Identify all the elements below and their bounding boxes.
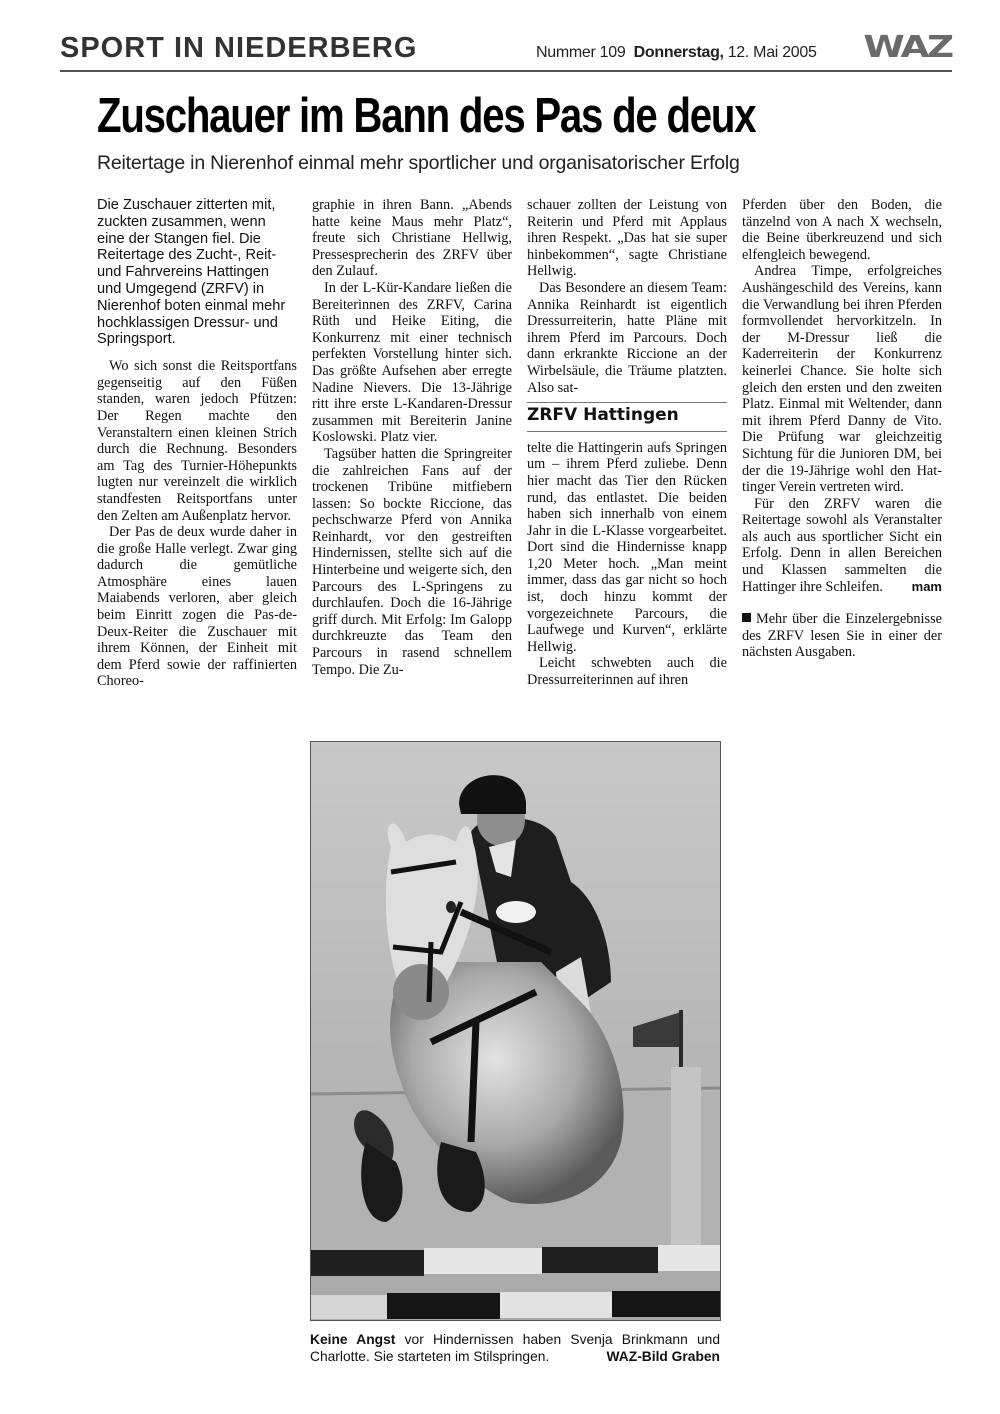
body-paragraph: graphie in ihren Bann. „Abends hatte keine Maus mehr Platz“, freute sich Christiane Hellwig, Pressesprecherin des ZRFV über den Zulauf.: [312, 197, 512, 280]
body-paragraph: Tagsüber hatten die Springreiter die zahlreichen Fans auf der trockenen Tribüne mitfiebern lassen: So bockte Riccione, das pechschwarze Pferd von Annika Reinhardt, vor den gestreiften Hindernissen, stellte sich auf die Hinterbeine und weigerte sich, den Parcours des L-Springens zu durchlaufen. Doch die 16-Jährige griff durch. Mit Erfolg: Im Galopp durchkreuzte das Team den Parcours in rasend schnellem Tempo. Die Zu-: [312, 445, 512, 678]
info-note: [742, 611, 942, 661]
body-paragraph: telte die Hattingerin aufs Springen um – ihrem Pferd zuliebe. Denn hier macht das Tier den Rücken rund, das entlastet. Die beiden haben sich innerhalb von einem Jahr in die L-Klasse vorgearbeitet. Dort sind die Hindernisse knapp 1,20 Meter hoch. „Man meint immer, dass das gar nicht so hoch ist, doch hinzu kommt der vorgezeichnete Parcours, die Laufwege und Kurven“, erklärte Hellwig.: [527, 439, 727, 655]
subheadline: Reitertage in Nierenhof einmal mehr sportlicher und organisatorischer Erfolg: [97, 152, 740, 174]
body-paragraph: Der Pas de deux wurde daher in die große Halle verlegt. Zwar ging dadurch die gemütliche Atmosphäre eines lauen Maiabends verloren, aber gleich beim Einritt zogen die Pas-de-Deux-Reiter die Zuschauer mit ihrem Können, der Einheit mit dem Pferd sowie der raffinierten Choreo-: [97, 524, 297, 690]
caption-lead: Keine Angst: [310, 1332, 396, 1347]
rider-gloves: [496, 901, 536, 923]
article-column-1: [97, 197, 297, 690]
closing-text: Für den ZRFV waren die Reitertage sowohl als Veranstalter als auch aus sportlicher Sicht ein Erfolg. Denn in allen Bereichen und Klassen sammelten die Hattinger ihre Schleifen.: [742, 495, 942, 595]
subheading: ZRFV Hattingen: [527, 405, 679, 426]
article-column-4: [742, 197, 942, 661]
headline: Zuschauer im Bann des Pas de deux: [97, 89, 756, 143]
body-paragraph: Andrea Timpe, erfolgreiches Aushängeschild des Vereins, kann die Verwandlung bei ihren Pferden formvollendet hervorkitzeln. In der M-Dressur ließ die Kaderreiterin der Konkurrenz keinerlei Chance. Sie holte sich gleich den ersten und den zweiten Platz. Einmal mit Weltender, dann mit ihrem Pferd Danny de Vito. Die Prüfung war gleichzeitig Sichtung für die Junioren DM, bei der die 19-Jährige wohl den Hattinger Verein vertreten wird.: [742, 263, 942, 496]
article-photo: [310, 741, 721, 1321]
article-column-2: [312, 197, 512, 678]
masthead-rule: [60, 70, 952, 72]
masthead: [60, 30, 952, 74]
body-paragraph: Wo sich sonst die Reitsportfans gegenseitig auf den Füßen standen, waren jedoch Pfützen: Der Regen machte den Veranstaltern einen kleinen Strich durch die Rechnung. Besonders am Tag des Turnier-Höhepunkts lugten nur vereinzelt die wirklich standfesten Reitsportfans unter den Zelten am Außenplatz hervor.: [97, 358, 297, 524]
photo-caption: [310, 1331, 720, 1365]
horse-jump-photo: [311, 742, 720, 1320]
article-column-3: [527, 197, 727, 689]
body-paragraph: In der L-Kür-Kandare ließen die Bereiterinnen des ZRFV, Carina Rüth und Heike Eiting, die Konkurrenz mit einer technisch perfekten Vorstellung hinter sich. Das größte Aufsehen aber erregte Nadine Nievers. Die 13-Jährige ritt ihre erste L-Kandaren-Dressur zusammen mit Bereiterin Janine Koslowski. Platz vier.: [312, 279, 512, 446]
photo-credit: WAZ-Bild Graben: [606, 1349, 720, 1364]
square-bullet-icon: [742, 613, 751, 622]
lead-paragraph: Die Zuschauer zitterten mit, zuckten zusammen, wenn eine der Stangen fiel. Die Reitertage des Zucht-, Reit- und Fahrvereins Hattingen und Umgegend (ZRFV) in Nierenhof boten einmal mehr hochklassigen Dressur- und Springsport.: [97, 197, 286, 348]
info-note-text: Mehr über die Einzelergebnisse des ZRFV lesen Sie in einer der nächsten Ausgaben.: [742, 611, 942, 661]
weekday: Donnerstag,: [633, 44, 724, 61]
caption-text: vor Hindernissen haben Svenja Brinkmann und Charlotte. Sie starteten im Stilspringen.: [310, 1332, 720, 1364]
section-title: SPORT IN NIEDERBERG: [60, 32, 418, 64]
body-paragraph: schauer zollten der Leistung von Reiterin und Pferd mit Applaus ihren Respekt. „Das hat sie super hinbekommen“, sagte Christiane Hellwig.: [527, 197, 727, 280]
subheading-block: [527, 402, 727, 432]
issue-date: 12. Mai 2005: [727, 44, 817, 61]
body-paragraph: Das Besondere an diesem Team: Annika Reinhardt ist eigentlich Dressurreiterin, hatte Pläne mit ihrem Pferd im Parcours. Doch dann erkrankte Riccione an der Wirbelsäule, die Träume platzten. Also sat-: [527, 279, 727, 396]
author-signature: mam: [911, 578, 942, 594]
body-paragraph: [742, 496, 942, 596]
body-paragraph: Leicht schwebten auch die Dressurreiterinnen auf ihren: [527, 655, 727, 689]
body-paragraph: Pferden über den Boden, die tänzelnd von A nach X wechseln, die Beine überkreuzend und sich elfengleich bewegend.: [742, 197, 942, 263]
jump-pole-lower: [311, 1291, 720, 1319]
issue-number: Nummer 109: [536, 44, 626, 61]
waz-logo: WAZ: [863, 30, 952, 65]
issue-info: [536, 44, 821, 62]
